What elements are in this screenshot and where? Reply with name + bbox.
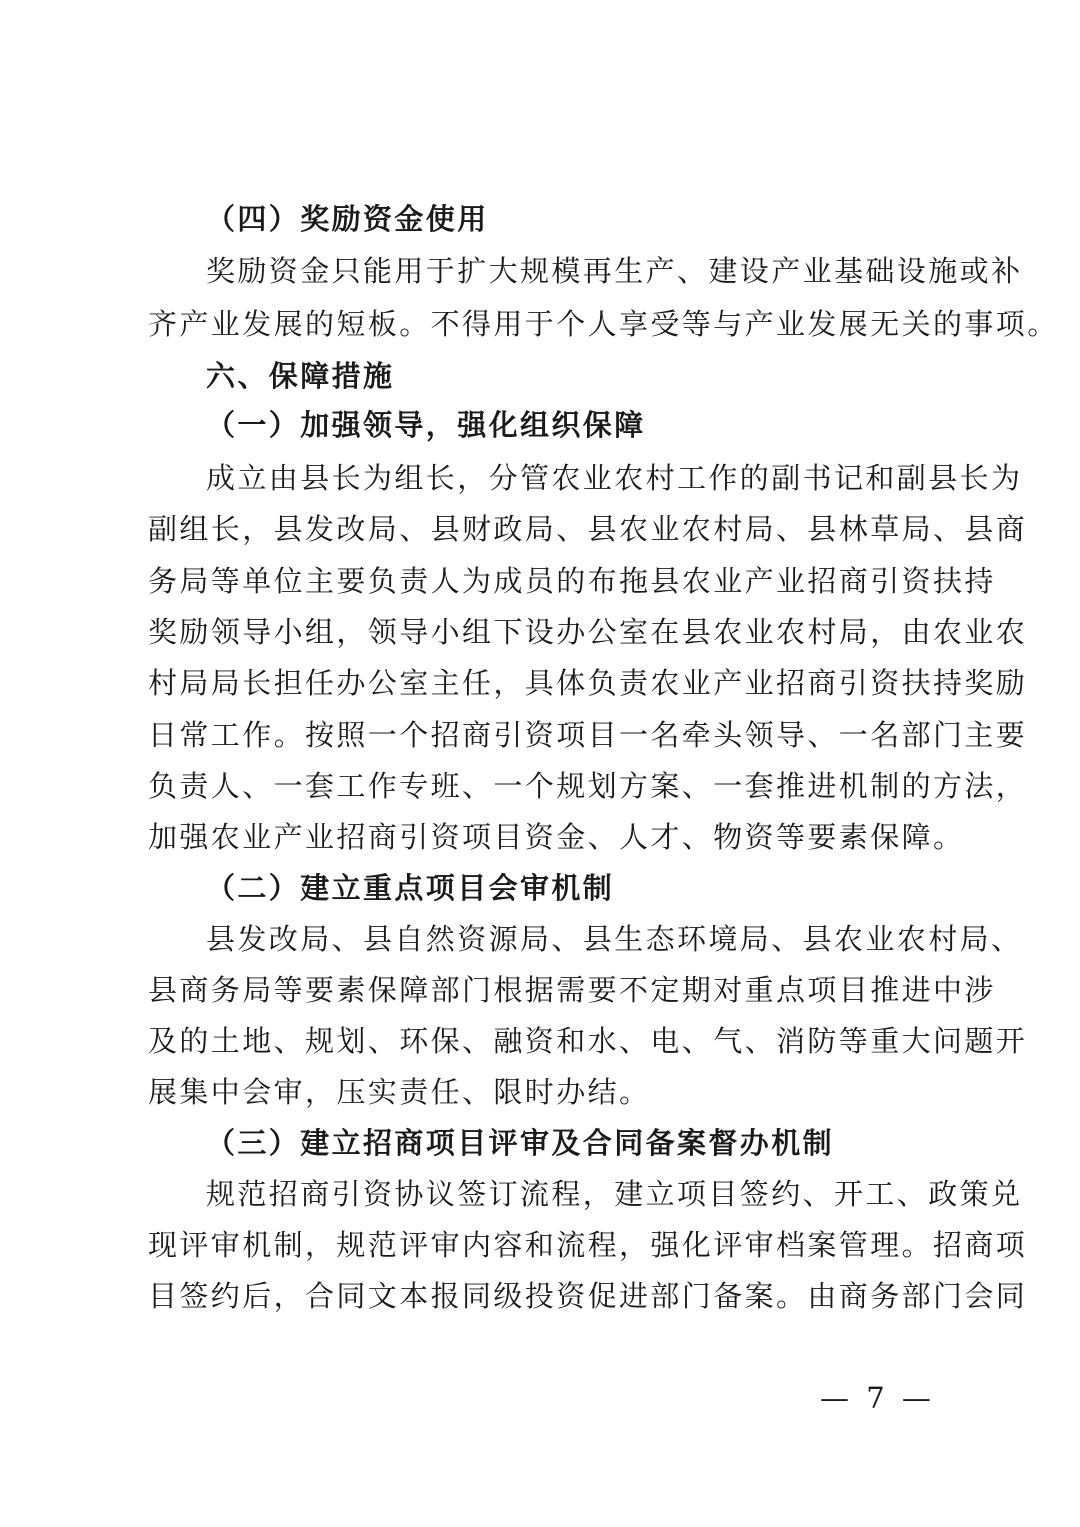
page-number: — 7 — <box>820 1381 935 1415</box>
paragraph-line: 县发改局、县自然资源局、县生态环境局、县农业农村局、 <box>206 922 1023 956</box>
paragraph-line: 成立由县长为组长，分管农业农村工作的副书记和副县长为 <box>206 461 1023 495</box>
section-heading-leadership: （一）加强领导，强化组织保障 <box>206 408 646 442</box>
section-heading-key-project-review: （二）建立重点项目会审机制 <box>206 871 615 905</box>
paragraph-line: 及的土地、规划、环保、融资和水、电、气、消防等重大问题开 <box>148 1024 1028 1058</box>
paragraph-line: 负责人、一套工作专班、一个规划方案、一套推进机制的方法， <box>148 769 1028 803</box>
paragraph-line: 村局局长担任办公室主任，具体负责农业产业招商引资扶持奖励 <box>148 666 1028 700</box>
paragraph-line: 现评审机制，规范评审内容和流程，强化评审档案管理。招商项 <box>148 1228 1028 1262</box>
paragraph-line: 奖励领导小组，领导小组下设办公室在县农业农村局，由农业农 <box>148 615 1028 649</box>
paragraph-line: 日常工作。按照一个招商引资项目一名牵头领导、一名部门主要 <box>148 718 1028 752</box>
paragraph-line: 县商务局等要素保障部门根据需要不定期对重点项目推进中涉 <box>148 973 996 1007</box>
paragraph-line: 务局等单位主要负责人为成员的布拖县农业产业招商引资扶持 <box>148 564 996 598</box>
paragraph-line: 奖励资金只能用于扩大规模再生产、建设产业基础设施或补 <box>206 254 1023 288</box>
paragraph-line: 副组长，县发改局、县财政局、县农业农村局、县林草局、县商 <box>148 512 1028 546</box>
paragraph-line: 规范招商引资协议签订流程，建立项目签约、开工、政策兑 <box>206 1177 1023 1211</box>
paragraph-line: 展集中会审，压实责任、限时办结。 <box>148 1075 651 1109</box>
section-heading-incentive-fund-use: （四）奖励资金使用 <box>206 202 489 236</box>
chapter-heading-safeguard-measures: 六、保障措施 <box>206 359 395 393</box>
paragraph-line: 目签约后，合同文本报同级投资促进部门备案。由商务部门会同 <box>148 1279 1028 1313</box>
paragraph-line: 加强农业产业招商引资项目资金、人才、物资等要素保障。 <box>148 820 965 854</box>
paragraph-line: 齐产业发展的短板。不得用于个人享受等与产业发展无关的事项。 <box>148 307 1059 341</box>
section-heading-contract-filing: （三）建立招商项目评审及合同备案督办机制 <box>206 1126 835 1160</box>
